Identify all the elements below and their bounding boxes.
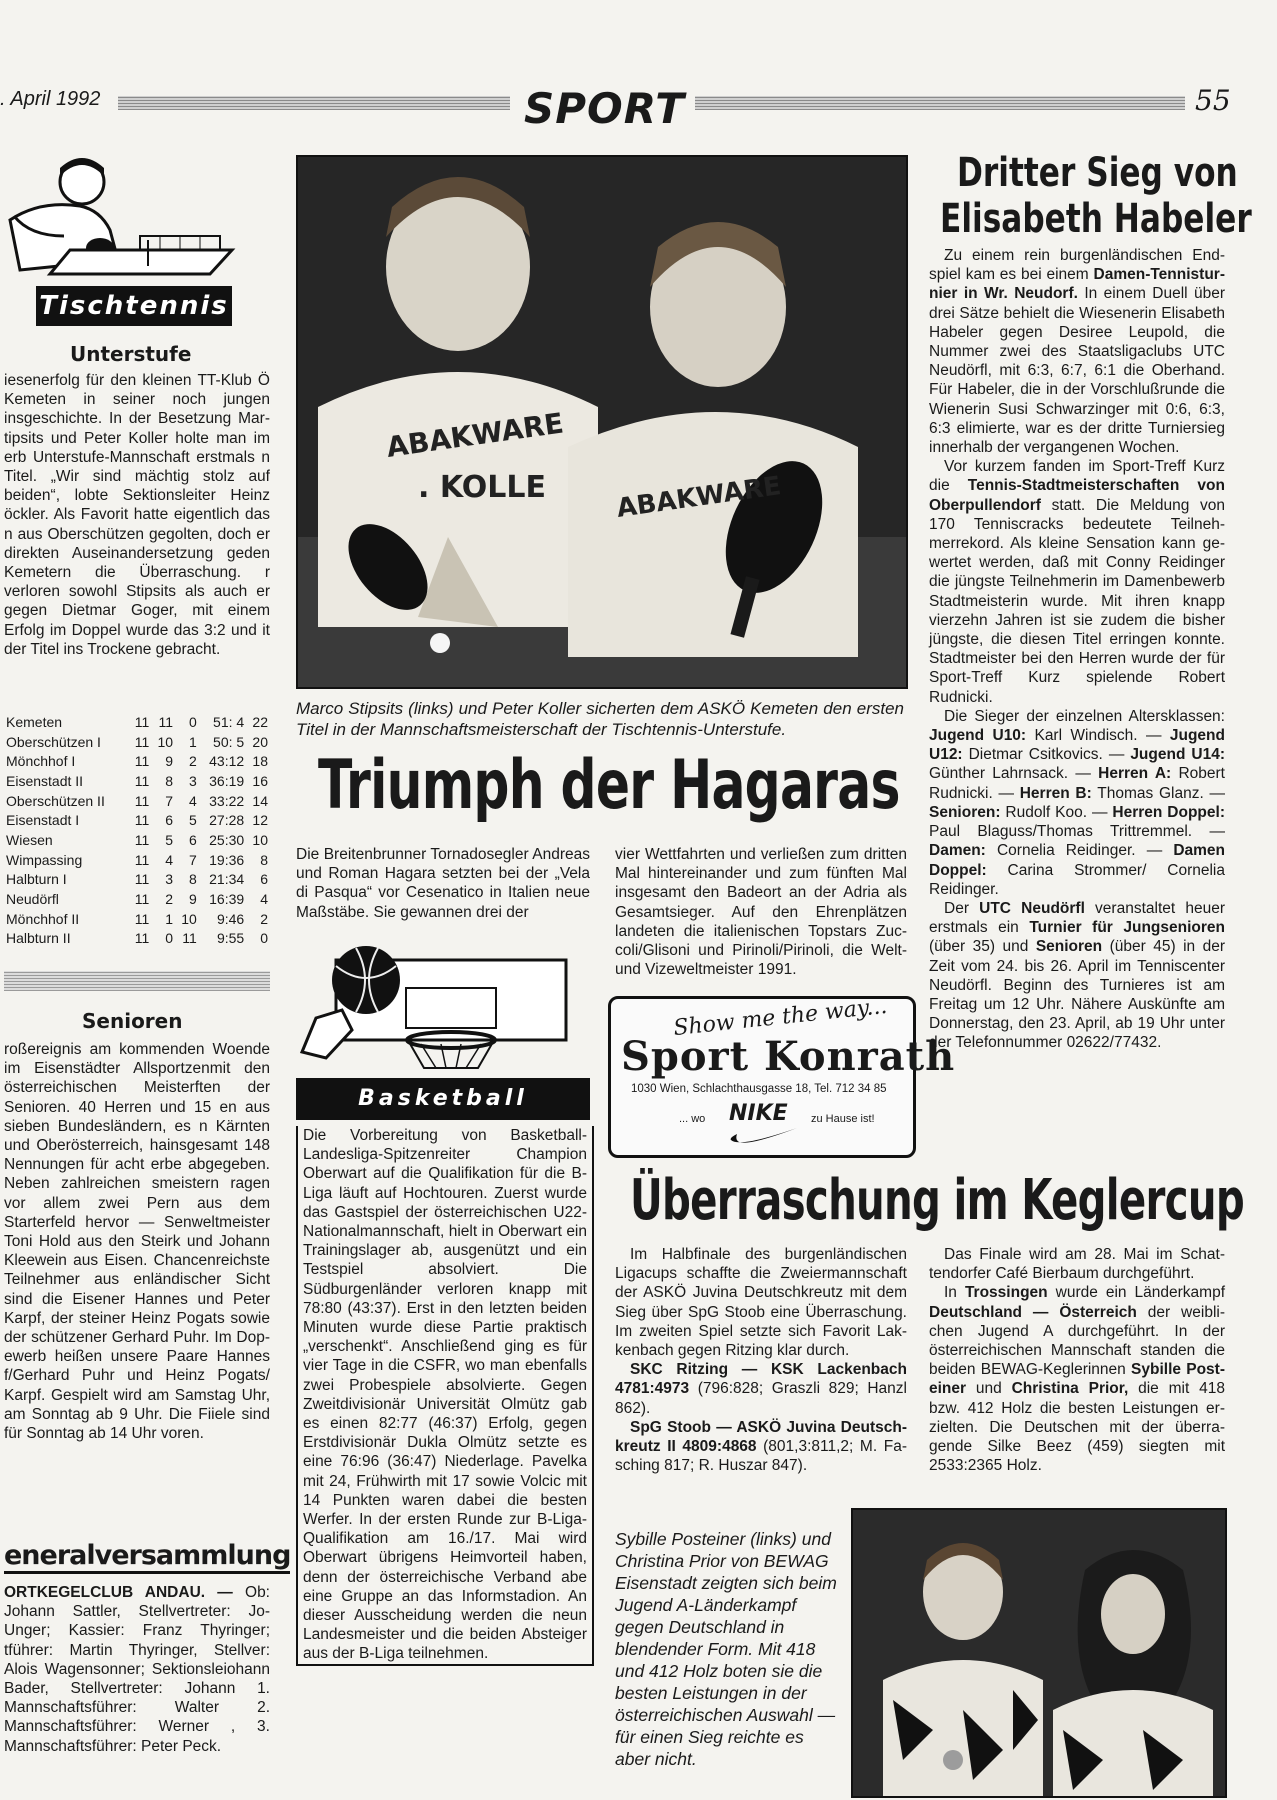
standings-losses: 8: [189, 871, 197, 888]
standings-wins: 6: [165, 812, 174, 829]
page-number: 55: [1195, 84, 1231, 117]
habeler-p4-b: UTC Neudörfl: [979, 899, 1085, 917]
standings-points: 22: [252, 713, 268, 730]
habeler-p4-d: Turnier für Jungsenioren: [1029, 919, 1225, 937]
hagaras-headline: Triumph der Hagaras: [318, 746, 900, 825]
tischtennis-photo: [296, 155, 908, 689]
standings-team: Wiesen: [6, 831, 53, 848]
table-row: [4, 929, 270, 949]
kegler-c2-c: wurde ein Länderkampf: [1047, 1284, 1226, 1302]
winner-label-da: Damen:: [929, 842, 986, 860]
standings-games: 11: [134, 713, 150, 730]
standings-sets: 33:22: [209, 792, 245, 809]
table-tennis-player-illustration: [0, 150, 240, 282]
table-row: [4, 712, 270, 732]
basketball-article: [296, 1126, 594, 1666]
standings-losses: 1: [189, 733, 197, 750]
nike-wordmark: NIKE: [729, 1101, 788, 1126]
ad-home: zu Hause ist!: [811, 1113, 875, 1125]
senioren-subhead: Senioren: [82, 1009, 183, 1033]
standings-wins: 7: [165, 792, 174, 809]
winner-value-da: Cornelia Reidinger. —: [985, 842, 1174, 860]
standings-team: Eisenstadt I: [6, 812, 80, 829]
standings-games: 11: [134, 753, 150, 770]
kegler-c2-a: In: [944, 1284, 965, 1302]
tischtennis-band: [36, 286, 232, 326]
standings-points: 4: [260, 891, 268, 908]
standings-divider: [4, 971, 270, 991]
boys-photo-illustration: [298, 157, 906, 687]
standings-points: 6: [260, 871, 268, 888]
standings-sets: 9:55: [216, 930, 245, 947]
standings-team: Mönchhof I: [6, 753, 76, 770]
standings-sets: 9:46: [216, 910, 245, 927]
standings-wins: 5: [165, 831, 174, 848]
habeler-p2-c: statt. Die Meldung von 170 Tenniscracks bedeutete Teilnehmerrekord. Als kleine Sensation kann gewertet werden, daß mit Conny Reidinger die jüngste Teilnehmerin im Damenbewerb Stadtmeisterin wurde. Mit ihren knapp vierzehn Jahren ist sie zudem die bisher jüngste, die diesen Titel erringen konnte. Stadtmeister bei den Herren wurde der für Sport-Treff Kurz spielende Robert Rudnicki.: [929, 496, 1225, 706]
generalversammlung-text: Ob: Johann Sattler, Stellvertreter: JoUnger; Kassier: Franz Thyringer; tführer: Martin Thyringer, Stellver: Alois Wagensonner; Sektionsleiohann Bader, Stellvertreter: Johann 1. Mannschaftsführer: Walter 2. Mannschaftsführer: Werner , 3. Mannschaftsführer: Peter Peck.: [4, 1584, 270, 1755]
shirt-print-left-2: . KOLLE: [418, 470, 546, 505]
shirt-print-left: ABAKWARE: [384, 406, 566, 464]
basketball-hoop-illustration: [296, 940, 590, 1070]
kegler-match2-detail: (801,3:811,2; M. Fasching 817; R. Huszar 847).: [615, 1438, 907, 1475]
habeler-p4-a: Der: [944, 899, 980, 917]
standings-team: Halbturn I: [6, 871, 67, 888]
standings-team: Halbturn II: [6, 930, 71, 947]
standings-wins: 2: [165, 891, 174, 908]
tischtennis-photo-caption: Marco Stipsits (links) und Peter Koller sicherten dem ASKÖ Kemeten den ersten Titel in der Mannschaftsmeisterschaft der Tischtennis-Unterstufe.: [296, 699, 904, 739]
winner-label-sen: Senioren:: [929, 803, 1001, 821]
hagaras-col1: [296, 845, 590, 922]
standings-points: 18: [252, 753, 268, 770]
standings-wins: 0: [165, 930, 174, 947]
winner-value-dd: Carina Strommer/ Cornelia Reidinger.: [929, 861, 1225, 898]
shirt-print-right: ABAKWARE: [614, 471, 783, 524]
standings-sets: 19:36: [209, 851, 245, 868]
winner-label-dd: Damen Doppel:: [929, 842, 1225, 879]
kegler-c2-d: Deutschland — Österreich: [929, 1303, 1137, 1321]
winner-label-j10: Jugend U10:: [929, 727, 1027, 745]
section-title: SPORT: [524, 84, 685, 133]
standings-games: 11: [134, 851, 150, 868]
table-row: [4, 909, 270, 929]
standings-losses: 10: [181, 910, 197, 927]
kegler-c1-p1: Im Halbfinale des burgenländischen Ligacups schaffte die Zweiermannschaft der ASKÖ Juvina Deutschkreutz mit dem Sieg über SpG Stoob eine Überraschung. Im zweiten Spiel setzte sich Favorit Lakkenbach gegen Ritzing klar durch.: [615, 1246, 907, 1360]
standings-points: 20: [252, 733, 268, 750]
table-row: [4, 889, 270, 909]
standings-losses: 2: [189, 753, 197, 770]
standings-wins: 10: [157, 733, 174, 750]
header-date: . April 1992: [0, 88, 101, 110]
standings-games: 11: [134, 812, 150, 829]
standings-sets: 36:19: [209, 772, 245, 789]
standings-sets: 51: 4: [213, 713, 245, 730]
winner-label-hd: Herren Doppel:: [1112, 803, 1225, 821]
table-row: [4, 791, 270, 811]
standings-team: Eisenstadt II: [6, 772, 84, 789]
standings-sets: 43:12: [209, 753, 245, 770]
standings-games: 11: [134, 831, 150, 848]
standings-points: 8: [260, 851, 268, 868]
table-row: [4, 771, 270, 791]
standings-wins: 4: [165, 851, 174, 868]
standings-games: 11: [134, 891, 150, 908]
winner-value-ha: Robert Rudnicki. —: [929, 765, 1225, 802]
habeler-p4-f: Senioren: [1035, 938, 1103, 956]
players-photo-illustration: [853, 1510, 1225, 1796]
table-row: [4, 751, 270, 771]
standings-points: 0: [260, 930, 268, 947]
standings-points: 10: [252, 831, 268, 848]
standings-points: 16: [252, 772, 268, 789]
standings-team: Wimpassing: [6, 851, 83, 868]
standings-sets: 27:28: [209, 812, 245, 829]
standings-losses: 4: [189, 792, 197, 809]
habeler-p1-b: Damen-Tennisturnier in Wr. Neudorf.: [929, 266, 1225, 303]
winner-value-j14: Günther Lahrnsack. —: [929, 765, 1099, 783]
table-row: [4, 870, 270, 890]
nike-swoosh-icon: [729, 1126, 799, 1146]
standings-games: 11: [134, 871, 150, 888]
standings-sets: 25:30: [209, 831, 245, 848]
standings-team: Kemeten: [6, 713, 63, 730]
kegler-photo-caption: Sybille Posteiner (links) und Christina Prior von BEWAG Eisenstadt zeigten sich beim Jugend A-Länderkampf gegen Deutschland in blendender Form. Mit 418 und 412 Holz boten sie die besten Leistungen in der österreichischen Auswahl — für einen Sieg reichte es aber nicht.: [615, 1529, 837, 1769]
standings-team: Neudörfl: [6, 891, 59, 908]
generalversammlung-article: [4, 1583, 270, 1756]
unterstufe-subhead: Unterstufe: [70, 342, 192, 366]
winner-label-ha: Herren A:: [1098, 765, 1172, 783]
habeler-p3-a: Die Sieger der einzelnen Altersklassen:: [944, 707, 1225, 725]
standings-losses: 0: [189, 713, 197, 730]
standings-losses: 9: [189, 891, 197, 908]
standings-losses: 3: [189, 772, 197, 789]
standings-losses: 5: [189, 812, 197, 829]
standings-team: Oberschützen I: [6, 733, 101, 750]
habeler-headline-line2: Elisabeth Habeler: [940, 196, 1252, 242]
winner-value-j10: Karl Windisch. —: [1026, 727, 1170, 745]
standings-points: 14: [252, 792, 268, 809]
header-rule-left: [118, 96, 510, 110]
basketball-band: [296, 1078, 590, 1120]
standings-sets: 16:39: [209, 891, 245, 908]
standings-games: 11: [134, 930, 150, 947]
kegler-match2: SpG Stoob — ASKÖ Juvina Deutschkreutz II 4809:4868: [615, 1418, 907, 1456]
habeler-p2-a: Vor kurzem fanden im Sport-Treff Kurz die: [929, 458, 1225, 495]
kegler-match1-detail: (796:828; Graszli 829; Hanzl 862).: [615, 1380, 907, 1417]
kegler-photo: [851, 1508, 1227, 1798]
nike-logo: [729, 1101, 799, 1146]
kegler-c2-h: Christina Prior,: [1011, 1380, 1129, 1398]
ad-slogan: Show me the way...: [672, 993, 889, 1042]
winner-value-j12: Dietmar Csitkovics. —: [962, 746, 1131, 764]
table-row: [4, 810, 270, 830]
table-row: [4, 850, 270, 870]
habeler-p1-a: Zu einem rein burgenländischen Endspiel kam es bei einem: [929, 247, 1225, 284]
kegler-c2-b: Trossingen: [964, 1284, 1048, 1302]
winner-value-hb: Thomas Glanz. —: [1091, 784, 1225, 802]
standings-wins: 1: [165, 910, 174, 927]
winner-value-sen: Rudolf Koo. —: [1000, 803, 1113, 821]
tischtennis-article: [4, 371, 270, 659]
habeler-p4-e: (über 35) und: [929, 938, 1036, 956]
standings-games: 11: [134, 910, 150, 927]
ad-address: 1030 Wien, Schlachthausgasse 18, Tel. 712 34 85: [631, 1083, 887, 1095]
standings-points: 12: [252, 812, 268, 829]
kegler-c2-i: die mit 418 bzw. 412 Holz die besten Leistungen erzielten. Die Deutschen mit der überragende Silke Beez (459) siegten mit 2533:2365 Holz.: [929, 1380, 1225, 1475]
standings-wins: 8: [165, 772, 174, 789]
standings-wins: 11: [158, 713, 174, 730]
standings-losses: 6: [189, 831, 197, 848]
standings-wins: 3: [165, 871, 174, 888]
habeler-headline-line1: Dritter Sieg von: [957, 150, 1238, 196]
kegler-headline: Überraschung im Keglercup: [630, 1168, 1244, 1233]
ad-wo: ... wo: [679, 1113, 706, 1125]
kegler-c2-e: der weiblichen Jugend A durchgeführt. In der österreichischen Mannschaft standen die beiden BEWAG-Keglerinnen: [929, 1303, 1225, 1379]
winner-label-j14: Jugend U14:: [1130, 746, 1225, 764]
ad-store-name: Sport Konrath: [621, 1033, 956, 1080]
hagaras-col2: [615, 845, 907, 979]
header-rule-right: [695, 96, 1185, 110]
habeler-p4-g: (über 45) in der Zeit vom 24. bis 26. April im Tenniscenter Neudörfl. Beginn des Turnieres ist am Freitag um 12 Uhr. Nähere Auskünfte am Donnerstag, den 23. April, ab 19 Uhr unter der Telefonnummer 02622/77432.: [929, 938, 1225, 1052]
standings-games: 11: [134, 772, 150, 789]
standings-team: Mönchhof II: [6, 910, 80, 927]
winner-label-j12: Jugend U12:: [929, 727, 1225, 764]
standings-team: Oberschützen II: [6, 792, 105, 809]
standings-games: 11: [134, 792, 150, 809]
habeler-p2-b: Tennis-Stadtmeisterschaften von Oberpullendorf: [929, 477, 1225, 514]
table-row: [4, 732, 270, 752]
table-row: [4, 830, 270, 850]
tischtennis-band-label: Tischtennis: [39, 291, 229, 321]
standings-table: [4, 712, 270, 948]
standings-sets: 50: 5: [213, 733, 245, 750]
habeler-article: [929, 246, 1225, 1053]
winner-value-hd: Paul Blaguss/Thomas Trittremmel. —: [929, 823, 1225, 841]
standings-sets: 21:34: [209, 871, 245, 888]
kegler-col1: [615, 1245, 907, 1475]
standings-points: 2: [260, 910, 268, 927]
hagaras-col2-text: vier Wettfahrten und verließen zum dritten Mal hintereinander und zum fünften Mal insgesamt den Badeort an der Adria als Gesamtsieger. Auf den Ehrenplätzen landeten die italienischen Topstars Zuccoli/Glisoni und Pirinoli/Pirinoli, die Welt- und Vizeweltmeister 1991.: [615, 846, 907, 979]
habeler-p4-c: veranstaltet heuer erstmals ein: [929, 899, 1225, 937]
kegler-c2-p1: Das Finale wird am 28. Mai im Schattendorfer Café Bierbaum durchgeführt.: [929, 1246, 1225, 1283]
kegler-c2-g: und: [966, 1380, 1012, 1398]
senioren-article: [4, 1040, 270, 1443]
generalversammlung-club: ORTKEGELCLUB ANDAU. —: [4, 1584, 233, 1601]
standings-wins: 9: [165, 753, 174, 770]
tischtennis-paragraph: iesenerfolg für den kleinen TT-Klub Ö Kemeten in seiner noch jungen insgeschichte. In der Besetzung Martipsits und Peter Koller holte man im erb Unterstufe-Mannschaft erstmals n Titel. „Wir sind mächtig stolz auf beiden“, lobte Sektionsleiter Heinz öckler. Als Favorit hatte eigentlich das n aus Oberschützen gegolten, doch er direkten Auseinandersetzung geden Kemetern die Überraschung. r verloren sowohl Stipsits als auch er gegen Dietmar Goger, mit einem Erfolg im Doppel wurde das 3:2 und it der Titel ins Trockene gebracht.: [4, 372, 270, 658]
kegler-c2-f: Sybille Posteiner: [929, 1361, 1225, 1398]
basketball-text: Die Vorbereitung von Basketball-Landesliga-Spitzenreiter Champion Oberwart auf die Qualifikation für die B-Liga läuft auf Hochtouren. Zuerst wurde das Gastspiel der österreichischen U22-Nationalmannschaft, hielt in Oberwart ein Trainingslager ab, ausgenützt und ein Testspiel absolviert. Die Südburgenländer verloren knapp mit 78:80 (43:37). Erst in den letzten beiden Minuten wurde diese Partie praktisch „verschenkt“. Anschließend ging es für vier Tage in die CSFR, wo man ebenfalls zwei Probespiele absolvierte. Gegen Zweitdivisionär Universität Olmütz gab es einen 82:77 (46:37) Erfolg, gegen Erstdivisionär Dukla Olmütz setzte es eine 76:96 (36:47) Niederlage. Pavelka mit 24, Frühwirth mit 17 sowie Volcic mit 14 Punkten waren dabei die besten Werfer. In der ersten Runde zur B-Liga-Qualifikation am 16./17. Mai wird Oberwart übrigens Heimvorteil haben, denn der österreichische Verband abe eine Gruppe an das Informstadion. An dieser Ausscheidung werden die neun Landesmeister und die beiden Absteiger aus der B-Liga teilnehmen.: [303, 1127, 587, 1663]
basketball-band-label: Basketball: [358, 1086, 528, 1111]
standings-losses: 11: [182, 930, 197, 947]
sport-konrath-ad: [608, 993, 956, 1158]
standings-losses: 7: [189, 851, 197, 868]
kegler-match1: SKC Ritzing — KSK Lackenbach 4781:4973: [615, 1361, 907, 1398]
standings-games: 11: [134, 733, 150, 750]
winner-label-hb: Herren B:: [1019, 784, 1092, 802]
senioren-text: roßereignis am kommenden Woende im Eisenstädter Allsportzenmit den österreichischen Meisterften der Senioren. 40 Herren und 15 en aus sieben Bundesländern, es n Kärnten und Oberösterreich, hainsgesamt 148 Nennungen für acht erbe abgegeben. Neben zahlreichen smeistern ragen vor allem zwei Pern aus dem Starterfeld hervor — Senweltmeister Toni Hold aus den Steirk und Johann Kleewein aus Eisen. Chancenreichste Teilnehmer aus enländischer Sicht sind die Eisener Hannes und Peter Karpf, der steiner Heinz Pogats sowie der schützener Gerhard Puhr. Im Dopewerb heißen unsere Paare Hannes f/Gerhard Puhr und Heinz Pogats/ Karpf. Gespielt wird am Samstag Uhr, am Sonntag ab 9 Uhr. Die Fiiele sind für Sonntag ab 14 Uhr voren.: [4, 1041, 270, 1443]
generalversammlung-headline: eneralversammlung: [4, 1540, 290, 1574]
habeler-p1-c: In einem Duell über drei Sätze behielt die Wiesenerin Elisabeth Habeler gegen Desiree Leupold, die Nummer zwei des Staatsligaclubs UTC Neudörfl, mit 6:3, 6:7, 6:1 die Oberhand. Für Habeler, die in der Vorschlußrunde die Wienerin Susi Schwarzinger mit 0:6, 6:3, 6:3 elimierte, war es der dritte Turniersieg innerhalb der vergangenen Wochen.: [929, 285, 1225, 457]
hagaras-col1-text: Die Breitenbrunner Tornadosegler Andreas und Roman Hagara setzten bei der „Vela di Pasqua“ vor Cesenatico in Italien neue Maßstäbe. Sie gewannen drei der: [296, 846, 590, 921]
kegler-col2: [929, 1245, 1225, 1475]
